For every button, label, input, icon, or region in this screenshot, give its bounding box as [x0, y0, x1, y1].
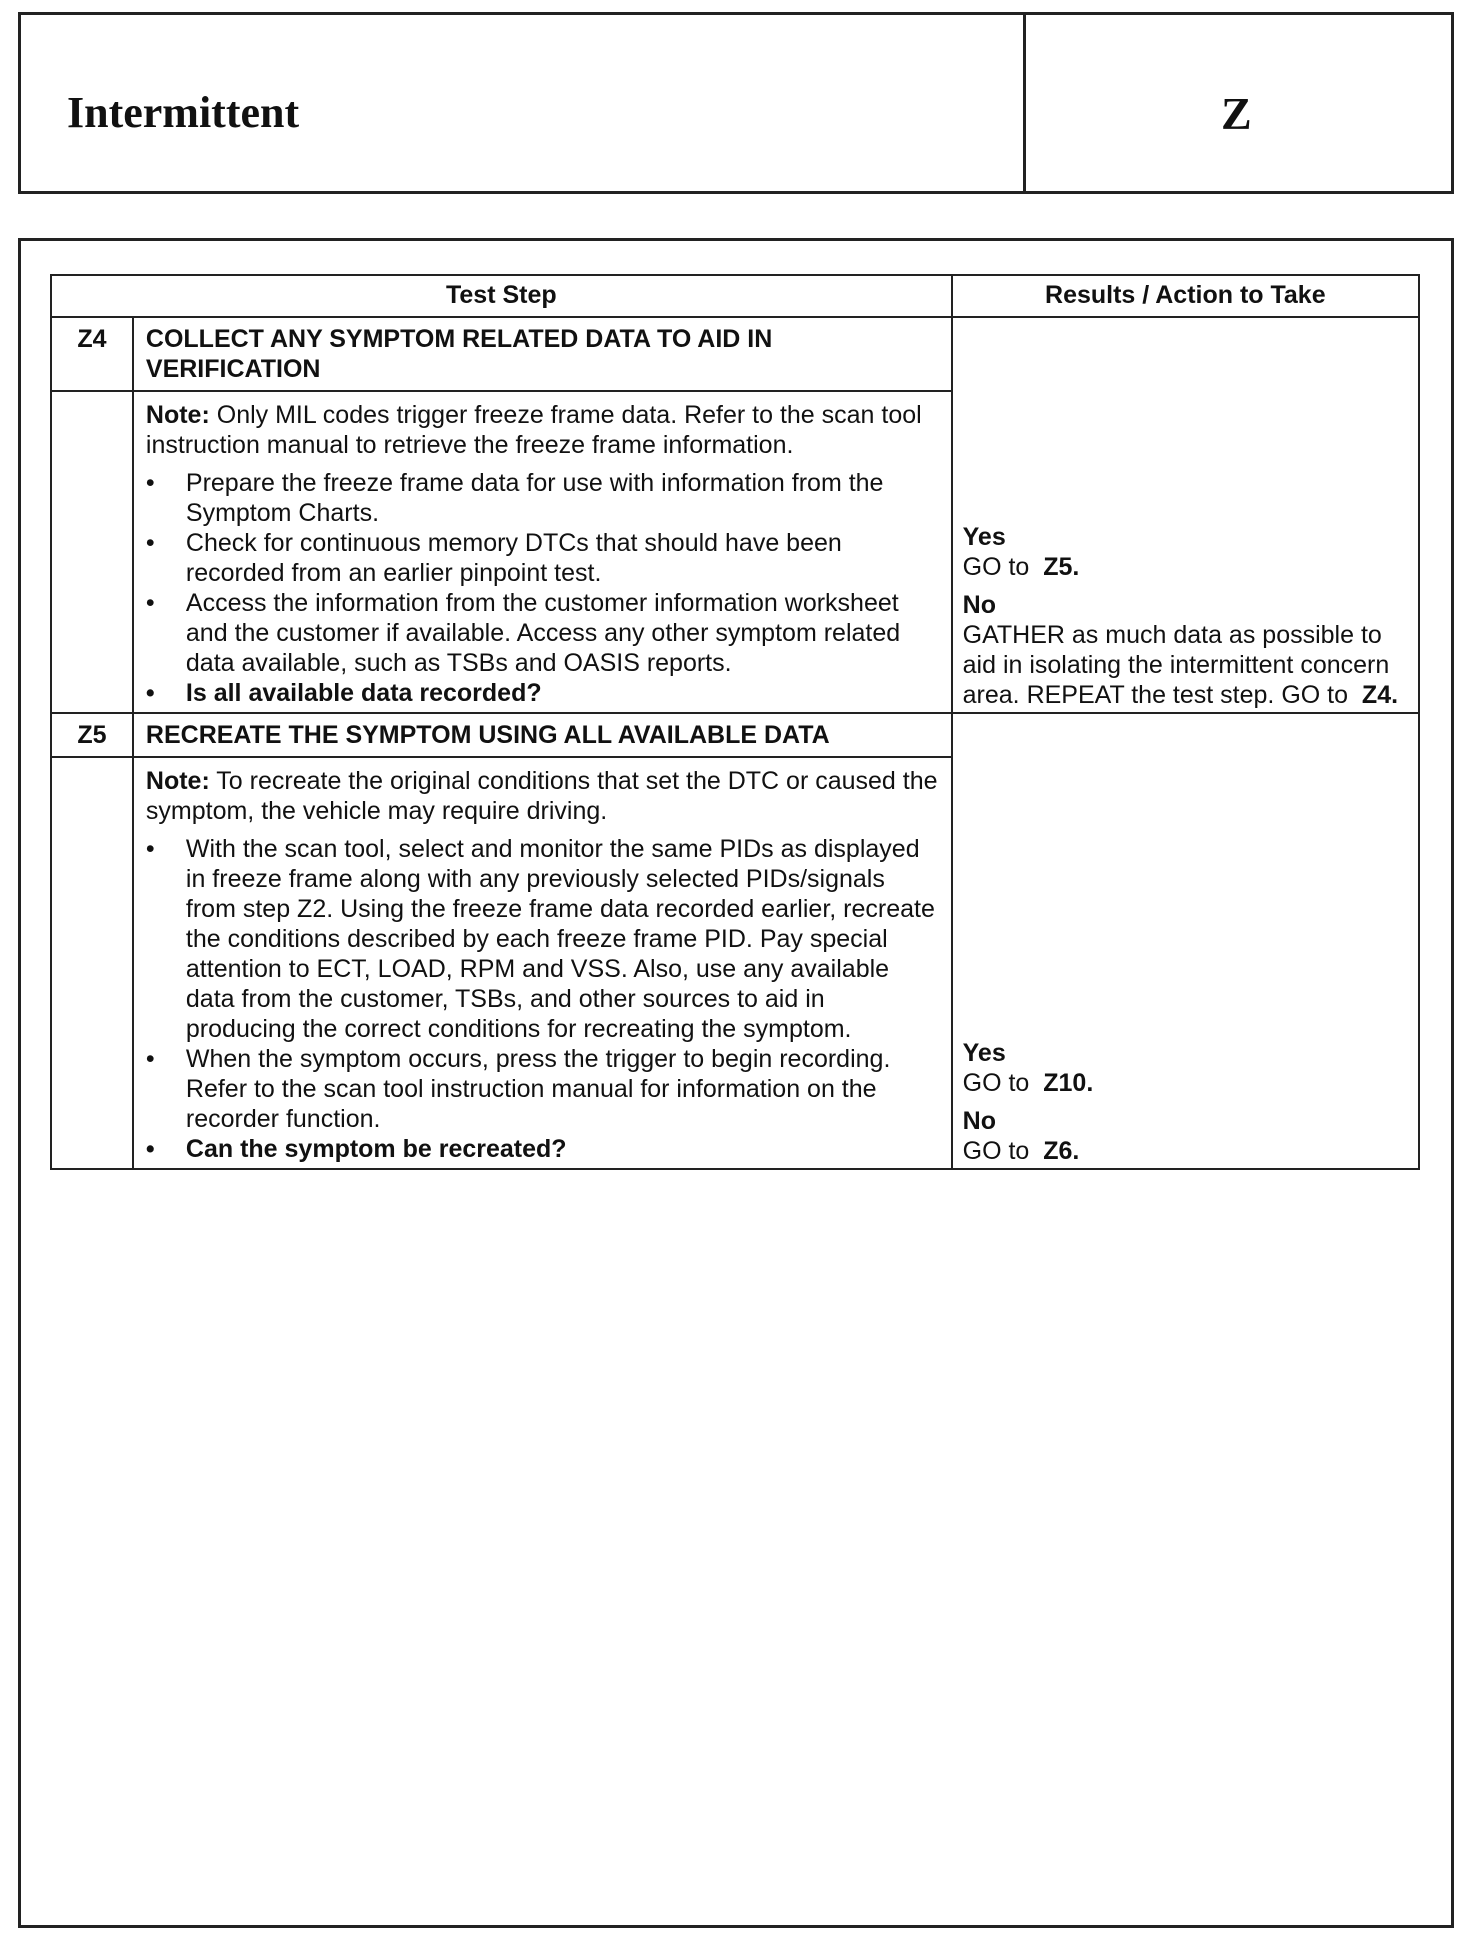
step-results: [952, 713, 1419, 1169]
yes-action-text: GO to: [962, 1069, 1030, 1097]
no-label: No: [962, 1107, 996, 1135]
note-label: Note:: [145, 767, 210, 795]
no-action-text: GATHER as much data as possible to aid in isolating the intermittent concern area. REPEAT the test step. GO to: [962, 621, 1390, 709]
step-id-spacer: [51, 757, 133, 1169]
list-item: • Check for continuous memory DTCs that should have been recorded from an earlier pinpoint test.: [146, 528, 939, 588]
step-id: Z5: [51, 713, 133, 757]
no-goto-link: Z6.: [1043, 1137, 1080, 1165]
step-note: [146, 766, 939, 826]
yes-action-text: GO to: [962, 553, 1030, 581]
step-question: • Can the symptom be recreated?: [146, 1134, 939, 1164]
note-label: Note:: [145, 401, 210, 429]
result-yes: [963, 1038, 1408, 1098]
step-title: COLLECT ANY SYMPTOM RELATED DATA TO AID IN VERIFICATION: [133, 317, 952, 391]
step-bullet-list: [146, 834, 939, 1164]
no-label: No: [962, 591, 996, 619]
note-text: To recreate the original conditions that set the DTC or caused the symptom, the vehicle may require driving.: [145, 767, 938, 825]
page-header: [18, 12, 1454, 194]
step-id: Z4: [51, 317, 133, 391]
list-item: • Prepare the freeze frame data for use with information from the Symptom Charts.: [146, 468, 939, 528]
step-question: • Is all available data recorded?: [146, 678, 939, 708]
note-text: Only MIL codes trigger freeze frame data. Refer to the scan tool instruction manual to retrieve the freeze frame information.: [145, 401, 922, 459]
list-item: • With the scan tool, select and monitor the same PIDs as displayed in freeze frame along with any previously selected PIDs/signals from step Z2. Using the freeze frame data recorded earlier, recreate the conditions described by each freeze frame PID. Pay special attention to ECT, LOAD, RPM and VSS. Also, use any available data from the customer, TSBs, and other sources to aid in producing the correct conditions for recreating the symptom.: [146, 834, 939, 1044]
list-item: • When the symptom occurs, press the trigger to begin recording. Refer to the scan tool instruction manual for information on the recorder function.: [146, 1044, 939, 1134]
table-header-row: [51, 275, 1419, 317]
step-results: [952, 317, 1419, 713]
step-body: [133, 391, 952, 713]
yes-goto-link: Z5.: [1043, 553, 1080, 581]
step-note: [146, 400, 939, 460]
step-title: RECREATE THE SYMPTOM USING ALL AVAILABLE DATA: [133, 713, 952, 757]
result-yes: [963, 522, 1408, 582]
column-header-test-step: Test Step: [51, 275, 952, 317]
list-item: • Access the information from the customer information worksheet and the customer if available. Access any other symptom related data available, such as TSBs and OASIS reports.: [146, 588, 939, 678]
column-header-results: Results / Action to Take: [952, 275, 1419, 317]
test-step-table: [50, 274, 1420, 1170]
step-body: [133, 757, 952, 1169]
yes-goto-link: Z10.: [1043, 1069, 1094, 1097]
no-action-text: GO to: [962, 1137, 1030, 1165]
no-goto-link: Z4.: [1361, 681, 1399, 709]
table-row: [51, 713, 1419, 757]
yes-label: Yes: [962, 523, 1006, 551]
step-id-spacer: [51, 391, 133, 713]
page-title: Intermittent: [67, 88, 300, 137]
table-row: [51, 317, 1419, 391]
header-divider: [1023, 15, 1026, 191]
result-no: [963, 1106, 1408, 1166]
step-bullet-list: [146, 468, 939, 708]
section-code: Z: [1221, 88, 1252, 139]
result-no: [963, 590, 1408, 710]
yes-label: Yes: [962, 1039, 1006, 1067]
